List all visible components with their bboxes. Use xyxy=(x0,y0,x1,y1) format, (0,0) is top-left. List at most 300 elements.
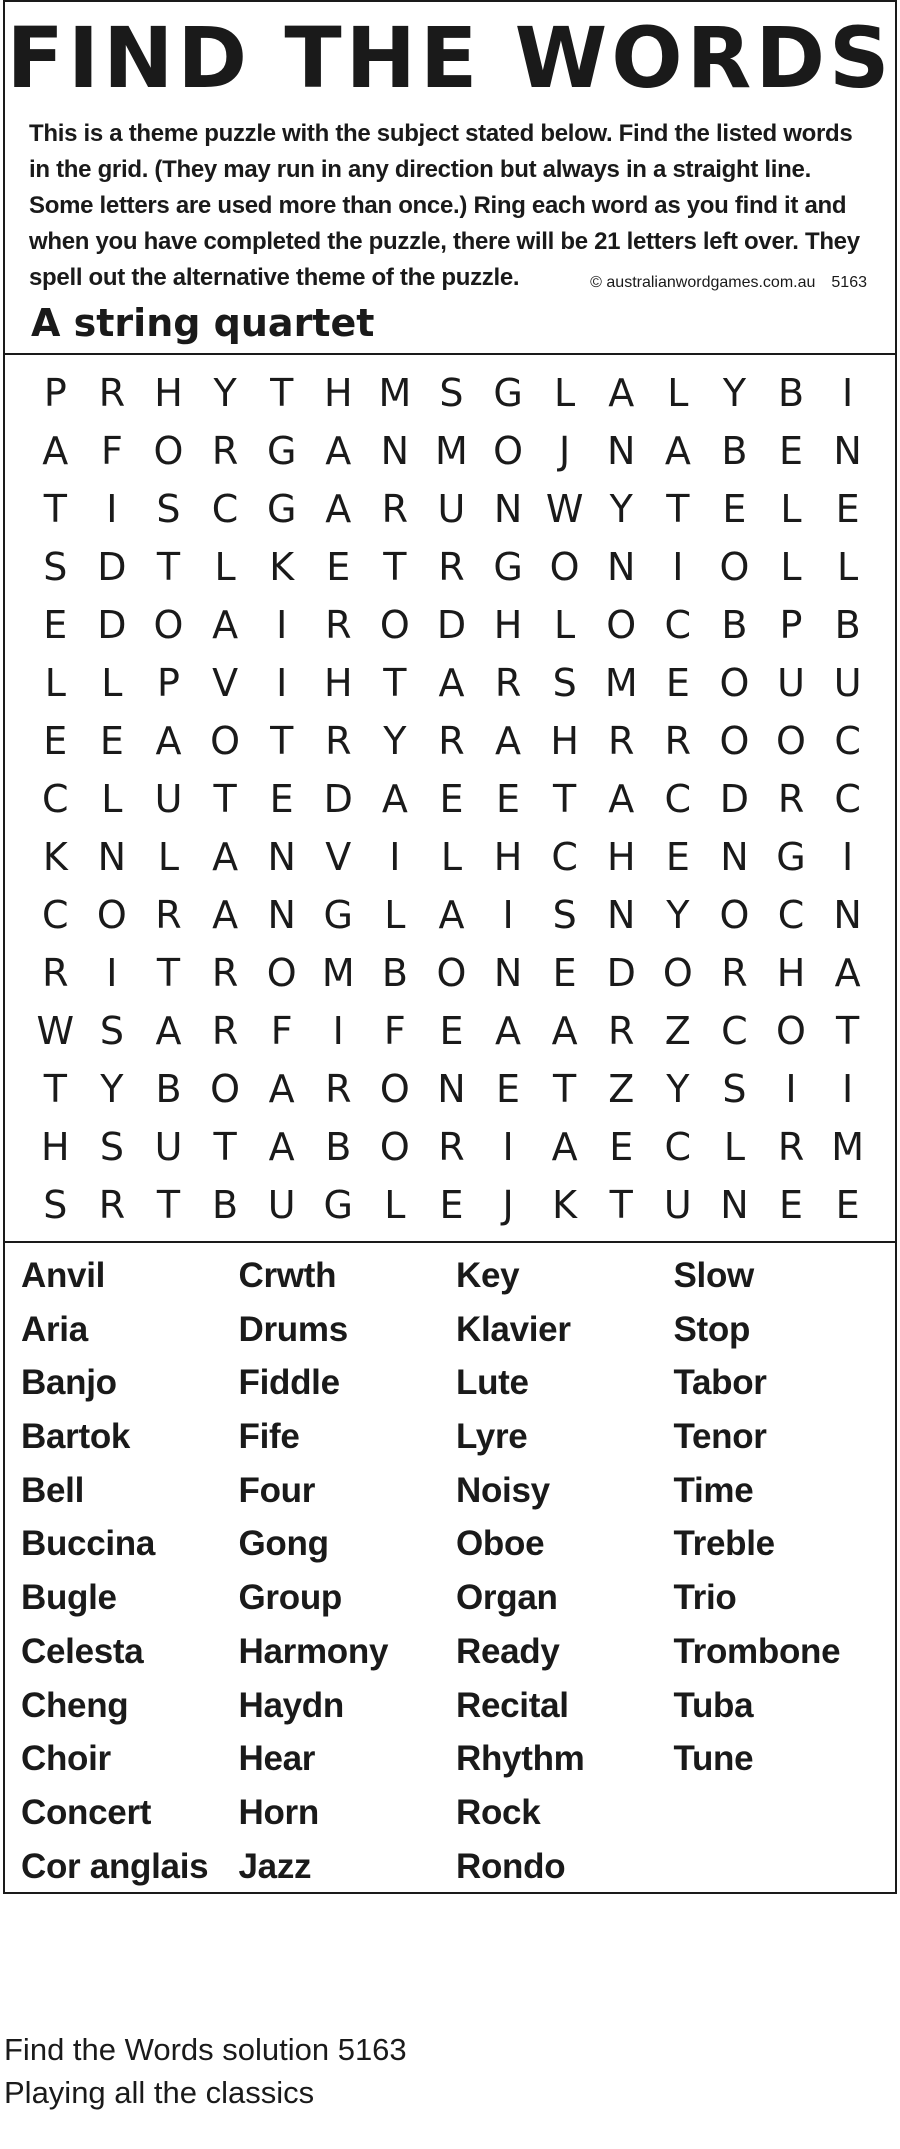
word-list-item: Banjo xyxy=(21,1363,117,1403)
grid-letter[interactable]: B xyxy=(325,1125,352,1169)
grid-letter[interactable]: C xyxy=(664,777,692,821)
grid-letter[interactable]: G xyxy=(266,429,297,473)
grid-letter[interactable]: E xyxy=(43,719,68,763)
grid-letter[interactable]: T xyxy=(270,719,294,763)
grid-letter[interactable]: N xyxy=(607,893,636,937)
grid-letter[interactable]: H xyxy=(41,1125,70,1169)
grid-letter[interactable]: T xyxy=(43,1067,67,1111)
grid-letter[interactable]: O xyxy=(153,603,184,647)
grid-letter[interactable]: T xyxy=(383,545,407,589)
grid-letter[interactable]: L xyxy=(157,835,180,879)
grid-letter[interactable]: N xyxy=(607,429,636,473)
grid-letter[interactable]: O xyxy=(379,1067,410,1111)
grid-letter[interactable]: E xyxy=(439,1183,464,1227)
grid-letter[interactable]: A xyxy=(608,371,635,415)
grid-letter[interactable]: R xyxy=(777,1125,805,1169)
grid-letter[interactable]: R xyxy=(42,951,69,995)
grid-letter[interactable]: R xyxy=(155,893,182,937)
grid-letter[interactable]: M xyxy=(378,371,412,415)
word-list-item: Crwth xyxy=(238,1256,337,1295)
grid-letter[interactable]: U xyxy=(267,1183,296,1227)
word-list-item: Rondo xyxy=(456,1846,566,1886)
word-list-item: Klavier xyxy=(456,1309,571,1349)
grid-letter[interactable]: A xyxy=(325,429,352,473)
solution-answer: Playing all the classics xyxy=(4,2075,315,2110)
grid-letter[interactable]: R xyxy=(325,1067,352,1111)
grid-letter[interactable]: R xyxy=(777,777,805,821)
grid-letter[interactable]: T xyxy=(666,487,690,531)
grid-letter[interactable]: S xyxy=(43,545,68,589)
grid-letter[interactable]: O xyxy=(96,893,127,937)
word-list-item: Concert xyxy=(21,1792,152,1832)
grid-letter[interactable]: R xyxy=(211,1009,239,1053)
word-list-item: Buccina xyxy=(21,1524,156,1564)
grid-letter[interactable]: Y xyxy=(666,893,690,937)
grid-letter[interactable]: A xyxy=(551,1009,578,1053)
grid-row xyxy=(27,538,877,596)
word-column xyxy=(239,1249,457,1889)
word-list-item: Oboe xyxy=(456,1524,545,1564)
grid-letter[interactable]: B xyxy=(777,371,805,415)
word-list-item: Drums xyxy=(238,1309,348,1349)
word-list-item: Lute xyxy=(456,1363,529,1403)
word-list-item: Tenor xyxy=(673,1417,767,1457)
puzzle-header xyxy=(5,2,895,353)
grid-letter[interactable]: C xyxy=(664,1125,692,1169)
word-list-item: Cheng xyxy=(21,1685,129,1725)
grid-letter[interactable]: N xyxy=(437,1067,466,1111)
grid-letter[interactable]: O xyxy=(436,951,467,995)
grid-letter[interactable]: E xyxy=(326,545,351,589)
grid-letter[interactable]: Z xyxy=(608,1067,635,1111)
word-list xyxy=(21,1249,891,1889)
grid-letter[interactable]: U xyxy=(833,661,862,705)
grid-letter[interactable]: H xyxy=(776,951,806,995)
grid-letter[interactable]: E xyxy=(439,777,464,821)
grid-letter[interactable]: H xyxy=(323,661,353,705)
grid-letter[interactable]: T xyxy=(383,661,407,705)
puzzle-title: FIND THE WORDS xyxy=(6,9,894,107)
word-list-item: Bartok xyxy=(21,1417,131,1457)
grid-letter[interactable]: T xyxy=(553,777,577,821)
grid-letter[interactable]: E xyxy=(496,777,521,821)
grid-letter[interactable]: Y xyxy=(383,719,407,763)
word-list-item: Ready xyxy=(456,1631,560,1671)
grid-letter[interactable]: T xyxy=(156,951,181,995)
grid-letter[interactable]: O xyxy=(549,545,580,589)
grid-letter[interactable]: O xyxy=(776,1009,806,1053)
grid-letter[interactable]: S xyxy=(552,661,577,705)
grid-letter[interactable]: A xyxy=(42,429,69,473)
grid-letter[interactable]: A xyxy=(325,487,352,531)
grid-letter[interactable]: A xyxy=(212,893,239,937)
grid-letter[interactable]: E xyxy=(722,487,747,531)
word-list-item: Bugle xyxy=(21,1578,117,1618)
word-list-item: Treble xyxy=(673,1524,775,1564)
grid-letter[interactable]: T xyxy=(156,545,181,589)
grid-letter[interactable]: R xyxy=(381,487,409,531)
grid-row xyxy=(27,944,877,1002)
grid-letter[interactable]: F xyxy=(100,429,123,473)
grid-letter[interactable]: T xyxy=(609,1183,633,1227)
grid-letter[interactable]: E xyxy=(665,835,690,879)
grid-letter[interactable]: H xyxy=(154,371,183,415)
grid-letter[interactable]: E xyxy=(779,429,804,473)
grid-letter[interactable]: D xyxy=(323,777,353,821)
grid-letter[interactable]: C xyxy=(42,893,69,937)
grid-letter[interactable]: R xyxy=(438,719,465,763)
grid-letter[interactable]: R xyxy=(211,951,239,995)
grid-letter[interactable]: A xyxy=(155,719,182,763)
grid-letter[interactable]: I xyxy=(106,487,118,531)
word-list-item: Cor anglais xyxy=(21,1846,209,1886)
grid-letter[interactable]: R xyxy=(664,719,692,763)
word-list-item: Celesta xyxy=(21,1631,144,1671)
grid-letter[interactable]: P xyxy=(43,371,67,415)
grid-letter[interactable]: Z xyxy=(664,1009,691,1053)
word-list-item: Trio xyxy=(673,1578,737,1618)
grid-letter[interactable]: D xyxy=(97,545,127,589)
word-list-item: Recital xyxy=(456,1685,569,1725)
grid-row xyxy=(27,1002,877,1060)
grid-letter[interactable]: L xyxy=(440,835,463,879)
grid-letter[interactable]: E xyxy=(609,1125,634,1169)
grid-letter[interactable]: U xyxy=(154,1125,183,1169)
word-search-puzzle xyxy=(3,0,897,1894)
word-list-item: Hear xyxy=(238,1739,316,1779)
grid-letter[interactable]: O xyxy=(719,719,750,763)
grid-letter[interactable]: O xyxy=(266,951,297,995)
grid-letter[interactable]: L xyxy=(780,545,802,589)
word-list-item: Rock xyxy=(456,1792,541,1832)
grid-row xyxy=(27,422,877,480)
grid-letter[interactable]: R xyxy=(325,603,352,647)
grid-letter[interactable]: E xyxy=(43,603,68,647)
grid-letter[interactable]: U xyxy=(777,661,805,705)
grid-letter[interactable]: O xyxy=(719,893,750,937)
grid-letter[interactable]: R xyxy=(98,1183,126,1227)
grid-divider xyxy=(5,1241,895,1243)
grid-row xyxy=(27,886,877,944)
grid-letter[interactable]: B xyxy=(834,603,861,647)
grid-letter[interactable]: I xyxy=(276,661,288,705)
word-list-item: Jazz xyxy=(238,1846,312,1886)
grid-letter[interactable]: I xyxy=(502,893,514,937)
word-list-item: Trombone xyxy=(673,1631,841,1671)
grid-letter[interactable]: L xyxy=(554,371,576,415)
grid-letter[interactable]: T xyxy=(213,1125,237,1169)
grid-letter[interactable]: K xyxy=(552,1183,578,1227)
grid-letter[interactable]: E xyxy=(496,1067,521,1111)
grid-row xyxy=(27,770,877,828)
grid-letter[interactable]: K xyxy=(42,835,68,879)
grid-letter[interactable]: E xyxy=(439,1009,464,1053)
grid-letter[interactable]: H xyxy=(323,371,353,415)
grid-letter[interactable]: A xyxy=(608,777,635,821)
grid-letter[interactable]: A xyxy=(834,951,861,995)
grid-letter[interactable]: H xyxy=(606,835,636,879)
word-list-item: Choir xyxy=(21,1739,111,1779)
grid-letter[interactable]: I xyxy=(842,1067,854,1111)
grid-row xyxy=(27,1060,877,1118)
word-list-item: Bell xyxy=(21,1470,84,1510)
grid-letter[interactable]: G xyxy=(323,893,353,937)
grid-letter[interactable]: L xyxy=(723,1125,745,1169)
grid-letter[interactable]: G xyxy=(776,835,806,879)
grid-letter[interactable]: E xyxy=(665,661,690,705)
grid-letter[interactable]: S xyxy=(43,1183,68,1227)
grid-letter[interactable]: T xyxy=(553,1067,577,1111)
puzzle-instructions: This is a theme puzzle with the subject stated below. Find the listed words in the grid. (They may run in any direction but always in a straight line. Some letters are used more than once.) Ring each word as you find it and when you have completed the puzzle, there will be 21 letters left over. They spell out the alternative theme of the puzzle. xyxy=(29,120,860,291)
grid-letter[interactable]: D xyxy=(606,951,636,995)
word-list-item: Gong xyxy=(238,1524,329,1564)
grid-letter[interactable]: I xyxy=(842,835,854,879)
grid-letter[interactable]: H xyxy=(493,603,523,647)
puzzle-theme: A string quartet xyxy=(31,301,375,345)
puzzle-code: 5163 xyxy=(831,274,867,291)
grid-letter[interactable]: N xyxy=(493,951,523,995)
grid-letter[interactable]: W xyxy=(545,487,584,531)
grid-letter[interactable]: N xyxy=(607,545,636,589)
grid-letter[interactable]: A xyxy=(495,719,522,763)
word-list-item: Key xyxy=(456,1256,520,1295)
word-column xyxy=(674,1249,892,1889)
grid-letter[interactable]: O xyxy=(606,603,637,647)
grid-letter[interactable]: U xyxy=(663,1183,692,1227)
grid-letter[interactable]: N xyxy=(720,1183,749,1227)
credit-site: © australianwordgames.com.au xyxy=(590,274,816,291)
grid-letter[interactable]: G xyxy=(266,487,297,531)
grid-letter[interactable]: R xyxy=(494,661,522,705)
grid-row xyxy=(27,596,877,654)
grid-letter[interactable]: C xyxy=(211,487,239,531)
grid-letter[interactable]: I xyxy=(389,835,401,879)
grid-letter[interactable]: T xyxy=(43,487,67,531)
header-divider xyxy=(5,353,895,355)
solution-title: Find the Words solution 5163 xyxy=(4,2032,407,2067)
word-list-item: Aria xyxy=(21,1309,88,1349)
grid-letter[interactable]: A xyxy=(551,1125,578,1169)
grid-row xyxy=(27,712,877,770)
grid-letter[interactable]: A xyxy=(212,603,239,647)
grid-letter[interactable]: O xyxy=(379,603,410,647)
grid-letter[interactable]: L xyxy=(837,545,859,589)
grid-letter[interactable]: I xyxy=(276,603,288,647)
grid-letter[interactable]: N xyxy=(833,893,862,937)
grid-letter[interactable]: O xyxy=(153,429,184,473)
grid-letter[interactable]: O xyxy=(662,951,693,995)
grid-letter[interactable]: H xyxy=(550,719,579,763)
word-list-item: Group xyxy=(238,1578,342,1618)
word-list-item: Rhythm xyxy=(456,1739,585,1779)
grid-letter[interactable]: C xyxy=(834,719,861,763)
grid-letter[interactable]: A xyxy=(212,835,239,879)
grid-letter[interactable]: B xyxy=(155,1067,182,1111)
grid-letter[interactable]: R xyxy=(211,429,239,473)
grid-letter[interactable]: U xyxy=(154,777,183,821)
grid-letter[interactable]: M xyxy=(831,1125,864,1169)
grid-letter[interactable]: L xyxy=(667,371,689,415)
grid-letter[interactable]: S xyxy=(99,1009,124,1053)
grid-letter[interactable]: O xyxy=(719,661,750,705)
grid-letter[interactable]: L xyxy=(384,893,406,937)
grid-letter[interactable]: C xyxy=(834,777,861,821)
grid-letter[interactable]: M xyxy=(321,951,355,995)
grid-letter[interactable]: L xyxy=(101,777,123,821)
grid-letter[interactable]: V xyxy=(325,835,352,879)
grid-letter[interactable]: L xyxy=(780,487,802,531)
grid-letter[interactable]: F xyxy=(270,1009,293,1053)
word-list-item: Horn xyxy=(238,1792,319,1832)
grid-letter[interactable]: I xyxy=(502,1125,514,1169)
grid-letter[interactable]: I xyxy=(332,1009,344,1053)
grid-letter[interactable]: N xyxy=(380,429,410,473)
word-list-item: Lyre xyxy=(456,1417,528,1457)
solution-block xyxy=(4,2028,407,2114)
grid-row xyxy=(27,654,877,712)
grid-letter[interactable]: L xyxy=(214,545,236,589)
grid-letter[interactable]: T xyxy=(213,777,237,821)
grid-letter[interactable]: I xyxy=(106,951,118,995)
grid-letter[interactable]: R xyxy=(98,371,126,415)
grid-letter[interactable]: C xyxy=(42,777,69,821)
grid-letter[interactable]: S xyxy=(722,1067,747,1111)
grid-letter[interactable]: V xyxy=(212,661,239,705)
grid-letter[interactable]: L xyxy=(101,661,123,705)
grid-letter[interactable]: M xyxy=(435,429,468,473)
grid-letter[interactable]: A xyxy=(664,429,691,473)
grid-letter[interactable]: U xyxy=(437,487,466,531)
grid-letter[interactable]: F xyxy=(383,1009,406,1053)
word-list-item: Anvil xyxy=(21,1256,106,1295)
grid-letter[interactable]: B xyxy=(381,951,408,995)
grid-letter[interactable]: Y xyxy=(666,1067,690,1111)
grid-letter[interactable]: L xyxy=(384,1183,406,1227)
grid-letter[interactable]: N xyxy=(97,835,127,879)
grid-letter[interactable]: K xyxy=(269,545,295,589)
grid-letter[interactable]: O xyxy=(210,1067,241,1111)
grid-letter[interactable]: D xyxy=(436,603,467,647)
grid-letter[interactable]: R xyxy=(721,951,748,995)
word-list-item: Stop xyxy=(673,1309,751,1349)
grid-letter[interactable]: Y xyxy=(100,1067,124,1111)
grid-letter[interactable]: R xyxy=(438,1125,465,1169)
grid-letter[interactable]: O xyxy=(719,545,750,589)
grid-row xyxy=(27,1118,877,1176)
grid-letter[interactable]: S xyxy=(439,371,464,415)
grid-letter[interactable]: N xyxy=(833,429,862,473)
grid-letter[interactable]: O xyxy=(379,1125,410,1169)
grid-letter[interactable]: A xyxy=(268,1067,295,1111)
grid-letter[interactable]: C xyxy=(664,603,692,647)
grid-letter[interactable]: T xyxy=(156,1183,181,1227)
grid-letter[interactable]: O xyxy=(493,429,523,473)
grid-letter[interactable]: O xyxy=(776,719,806,763)
grid-letter[interactable]: B xyxy=(721,429,748,473)
grid-letter[interactable]: A xyxy=(438,661,465,705)
grid-letter[interactable]: E xyxy=(779,1183,804,1227)
word-list-item: Fiddle xyxy=(238,1363,340,1403)
grid-letter[interactable]: L xyxy=(554,603,576,647)
word-column xyxy=(21,1249,239,1889)
grid-letter[interactable]: Y xyxy=(722,371,747,415)
word-list-item: Organ xyxy=(456,1578,558,1618)
word-column xyxy=(456,1249,674,1889)
grid-letter[interactable]: I xyxy=(842,371,854,415)
grid-letter[interactable]: S xyxy=(156,487,181,531)
grid-letter[interactable]: T xyxy=(270,371,294,415)
grid-letter[interactable]: A xyxy=(381,777,408,821)
grid-letter[interactable]: M xyxy=(604,661,638,705)
grid-letter[interactable]: E xyxy=(552,951,577,995)
word-list-item: Noisy xyxy=(456,1470,550,1510)
word-list-item: Four xyxy=(238,1470,316,1510)
grid-letter[interactable]: E xyxy=(269,777,294,821)
word-list-item: Haydn xyxy=(238,1685,344,1725)
grid-letter[interactable]: A xyxy=(438,893,465,937)
grid-letter[interactable]: E xyxy=(99,719,124,763)
word-list-item: Tune xyxy=(673,1739,754,1779)
word-list-item: Time xyxy=(673,1470,754,1510)
word-list-item: Tabor xyxy=(673,1363,767,1403)
grid-letter[interactable]: T xyxy=(836,1009,860,1053)
grid-row xyxy=(27,364,877,422)
grid-letter[interactable]: C xyxy=(551,835,578,879)
grid-letter[interactable]: N xyxy=(493,487,523,531)
grid-letter[interactable]: C xyxy=(777,893,805,937)
grid-letter[interactable]: D xyxy=(97,603,127,647)
grid-letter[interactable]: H xyxy=(493,835,523,879)
letter-grid xyxy=(27,364,877,1227)
grid-letter[interactable]: J xyxy=(502,1183,514,1227)
grid-letter[interactable]: G xyxy=(493,371,523,415)
grid-letter[interactable]: A xyxy=(268,1125,295,1169)
grid-letter[interactable]: S xyxy=(99,1125,124,1169)
grid-letter[interactable]: E xyxy=(835,487,860,531)
grid-letter[interactable]: D xyxy=(719,777,750,821)
word-list-item: Fife xyxy=(238,1417,300,1457)
grid-letter[interactable]: B xyxy=(212,1183,239,1227)
grid-letter[interactable]: E xyxy=(835,1183,860,1227)
grid-letter[interactable]: S xyxy=(552,893,577,937)
grid-letter[interactable]: R xyxy=(325,719,352,763)
grid-row xyxy=(27,828,877,886)
grid-letter[interactable]: N xyxy=(267,835,296,879)
grid-letter[interactable]: Y xyxy=(609,487,633,531)
grid-letter[interactable]: R xyxy=(438,545,465,589)
word-list-item: Tuba xyxy=(673,1685,754,1725)
grid-letter[interactable]: I xyxy=(672,545,684,589)
grid-letter[interactable]: J xyxy=(559,429,571,473)
grid-letter[interactable]: G xyxy=(493,545,523,589)
grid-letter[interactable]: R xyxy=(608,1009,635,1053)
grid-letter[interactable]: B xyxy=(721,603,748,647)
grid-letter[interactable]: C xyxy=(721,1009,748,1053)
grid-letter[interactable]: Y xyxy=(213,371,237,415)
grid-letter[interactable]: I xyxy=(785,1067,797,1111)
grid-letter[interactable]: A xyxy=(155,1009,182,1053)
grid-letter[interactable]: W xyxy=(36,1009,75,1053)
grid-letter[interactable]: A xyxy=(495,1009,522,1053)
grid-letter[interactable]: G xyxy=(323,1183,353,1227)
grid-letter[interactable]: N xyxy=(267,893,296,937)
grid-letter[interactable]: L xyxy=(44,661,66,705)
grid-letter[interactable]: P xyxy=(157,661,180,705)
grid-letter[interactable]: N xyxy=(720,835,749,879)
grid-letter[interactable]: R xyxy=(608,719,635,763)
grid-letter[interactable]: O xyxy=(210,719,241,763)
grid-letter[interactable]: P xyxy=(779,603,803,647)
